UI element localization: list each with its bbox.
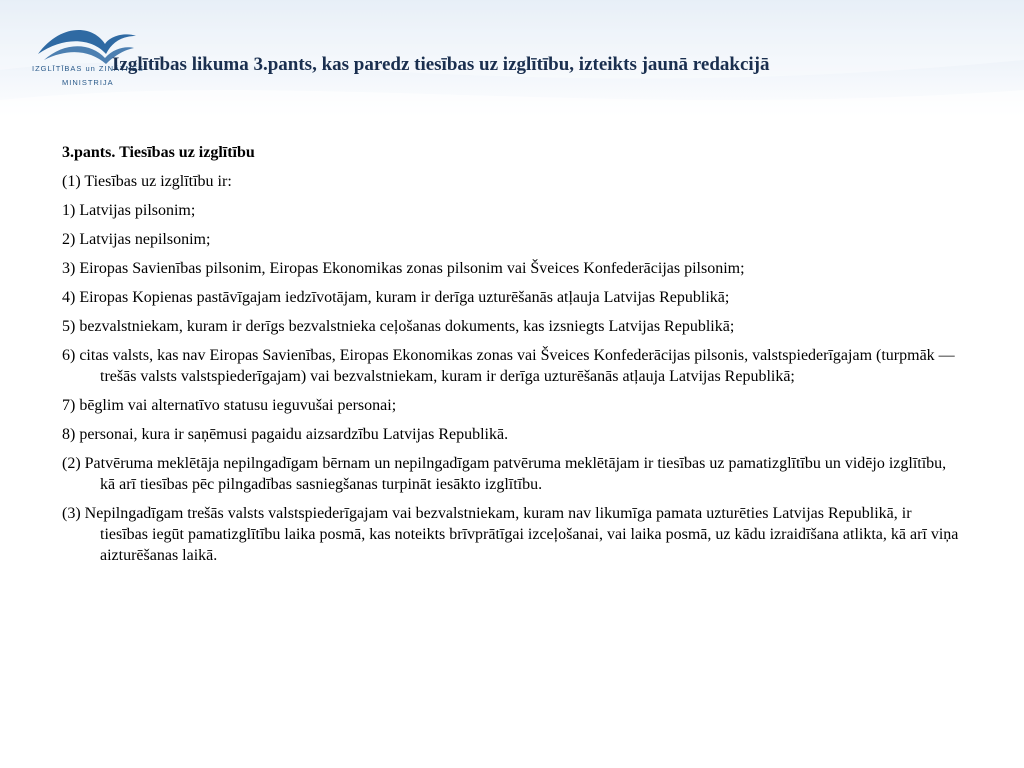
- paragraph: (2) Patvēruma meklētāja nepilngadīgam bērnam un nepilngadīgam patvēruma meklētājam ir tiesības uz pamatizglītību un vidējo izglītību, kā arī tiesības pēc pilngadības sasniegšanas turpināt iesākto izglītību.: [62, 455, 947, 493]
- article-body: [62, 142, 962, 574]
- paragraph: 4) Eiropas Kopienas pastāvīgajam iedzīvotājam, kuram ir derīga uzturēšanās atļauja Latvijas Republikā;: [62, 289, 730, 306]
- paragraph: 1) Latvijas pilsonim;: [62, 202, 196, 219]
- logo-text-ministry: IZGLĪTĪBAS un ZINĀTNES: [32, 64, 145, 73]
- logo-text-ministrija: MINISTRIJA: [62, 78, 114, 87]
- paragraph: 3) Eiropas Savienības pilsonim, Eiropas Ekonomikas zonas pilsonim vai Šveices Konfederācijas pilsonim;: [62, 260, 745, 277]
- paragraph: 8) personai, kura ir saņēmusi pagaidu aizsardzību Latvijas Republikā.: [62, 426, 509, 443]
- paragraph: 2) Latvijas nepilsonim;: [62, 231, 211, 248]
- paragraph: 7) bēglim vai alternatīvo statusu ieguvušai personai;: [62, 397, 397, 414]
- paragraph: (1) Tiesības uz izglītību ir:: [62, 173, 232, 190]
- article-heading: 3.pants. Tiesības uz izglītību: [62, 144, 255, 161]
- paragraph: (3) Nepilngadīgam trešās valsts valstspiederīgajam vai bezvalstniekam, kuram nav likumīga pamata uzturēties Latvijas Republikā, ir tiesības iegūt pamatizglītību laika posmā, kas noteikts brīvprātīgai izceļošanai, vai laika posmā, uz kādu izraidīšana atlikta, kā arī viņa aizturēšanas laikā.: [62, 505, 959, 564]
- page-title: Izglītības likuma 3.pants, kas paredz tiesības uz izglītību, izteikts jaunā redakcijā: [112, 54, 770, 75]
- paragraph: 6) citas valsts, kas nav Eiropas Savienības, Eiropas Ekonomikas zonas vai Šveices Konfederācijas pilsonis, valstspiederīgajam (turpmāk — trešās valsts valstspiederīgajam) vai bezvalstniekam, kuram ir derīga uzturēšanās atļauja Latvijas Republikā;: [62, 347, 955, 385]
- paragraph: 5) bezvalstniekam, kuram ir derīgs bezvalstnieka ceļošanas dokuments, kas izsniegts Latvijas Republikā;: [62, 318, 735, 335]
